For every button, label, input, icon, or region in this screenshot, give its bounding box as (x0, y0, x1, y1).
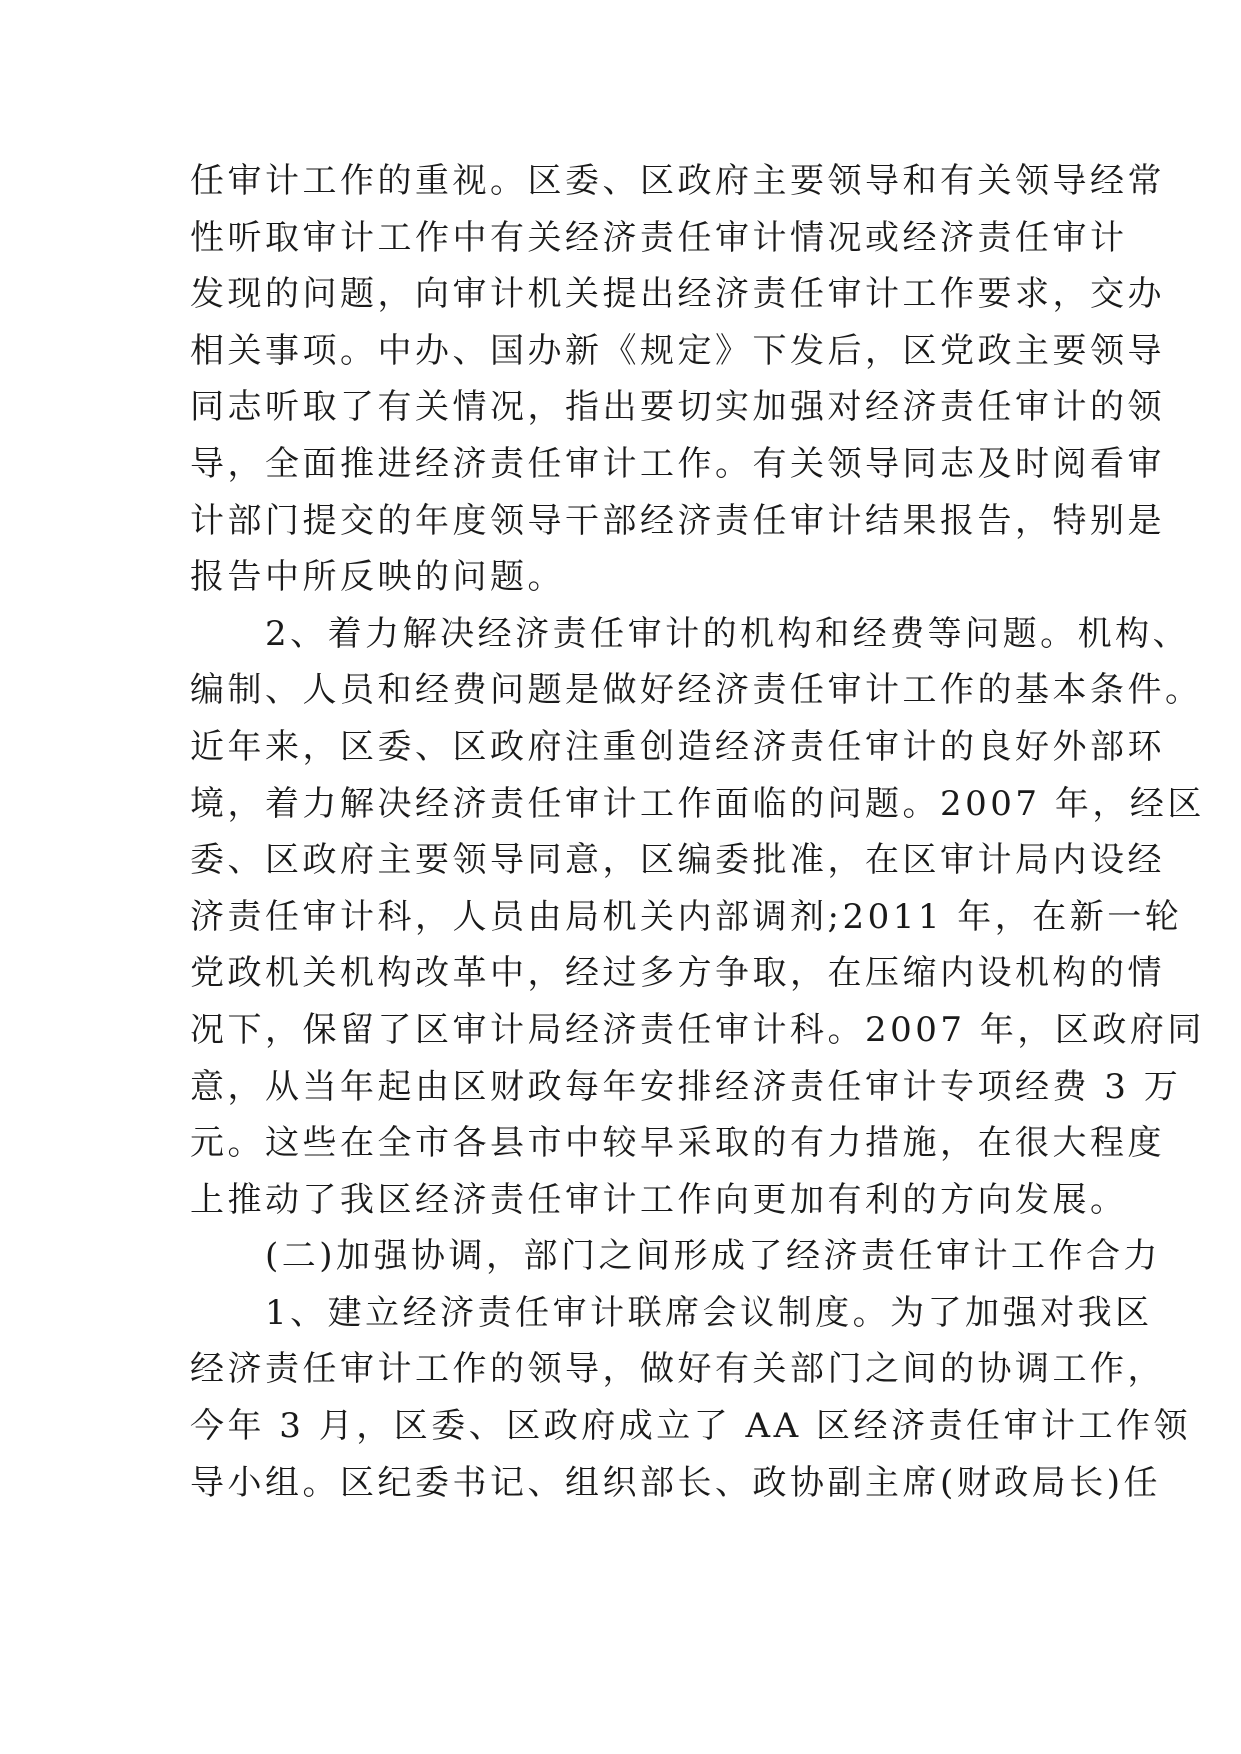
text-line: 任审计工作的重视。区委、区政府主要领导和有关领导经常 (190, 161, 1165, 201)
text-line: 近年来，区委、区政府注重创造经济责任审计的良好外部环 (190, 726, 1165, 767)
text-line: 性听取审计工作中有关经济责任审计情况或经济责任审计 (190, 217, 1128, 258)
text-line: 党政机关机构改革中，经过多方争取，在压缩内设机构的情 (190, 953, 1165, 994)
body-text (190, 153, 1205, 1511)
text-line: 况下，保留了区审计局经济责任审计科。2007 年，区政府同 (190, 1009, 1205, 1050)
text-line: 导，全面推进经济责任审计工作。有关领导同志及时阅看审 (190, 443, 1165, 484)
text-line: 编制、人员和经费问题是做好经济责任审计工作的基本条件。 (190, 670, 1203, 711)
text-line: 报告中所反映的问题。 (190, 557, 565, 598)
text-line: 元。这些在全市各县市中较早采取的有力措施，在很大程度 (190, 1123, 1165, 1164)
text-line: 上推动了我区经济责任审计工作向更加有利的方向发展。 (190, 1179, 1128, 1220)
text-line: 2、着力解决经济责任审计的机构和经费等问题。机构、 (190, 613, 1191, 654)
text-line: 意，从当年起由区财政每年安排经济责任审计专项经费 3 万 (190, 1066, 1182, 1107)
text-line: 今年 3 月，区委、区政府成立了 AA 区经济责任审计工作领 (190, 1406, 1191, 1447)
text-line: 发现的问题，向审计机关提出经济责任审计工作要求，交办 (190, 274, 1165, 315)
text-line: 导小组。区纪委书记、组织部长、政协副主席(财政局长)任 (190, 1462, 1162, 1503)
text-line: 1、建立经济责任审计联席会议制度。为了加强对我区 (190, 1292, 1153, 1333)
text-line: 相关事项。中办、国办新《规定》下发后，区党政主要领导 (190, 330, 1165, 371)
text-line: 境，着力解决经济责任审计工作面临的问题。2007 年，经区 (190, 783, 1205, 824)
text-line: 计部门提交的年度领导干部经济责任审计结果报告，特别是 (190, 500, 1165, 541)
text-line: 同志听取了有关情况，指出要切实加强对经济责任审计的领 (190, 387, 1165, 428)
text-line: (二)加强协调，部门之间形成了经济责任审计工作合力 (190, 1236, 1162, 1277)
text-line: 经济责任审计工作的领导，做好有关部门之间的协调工作， (190, 1349, 1165, 1390)
text-line: 济责任审计科，人员由局机关内部调剂;2011 年，在新一轮 (190, 896, 1183, 937)
text-line: 委、区政府主要领导同意，区编委批准，在区审计局内设经 (190, 840, 1165, 881)
